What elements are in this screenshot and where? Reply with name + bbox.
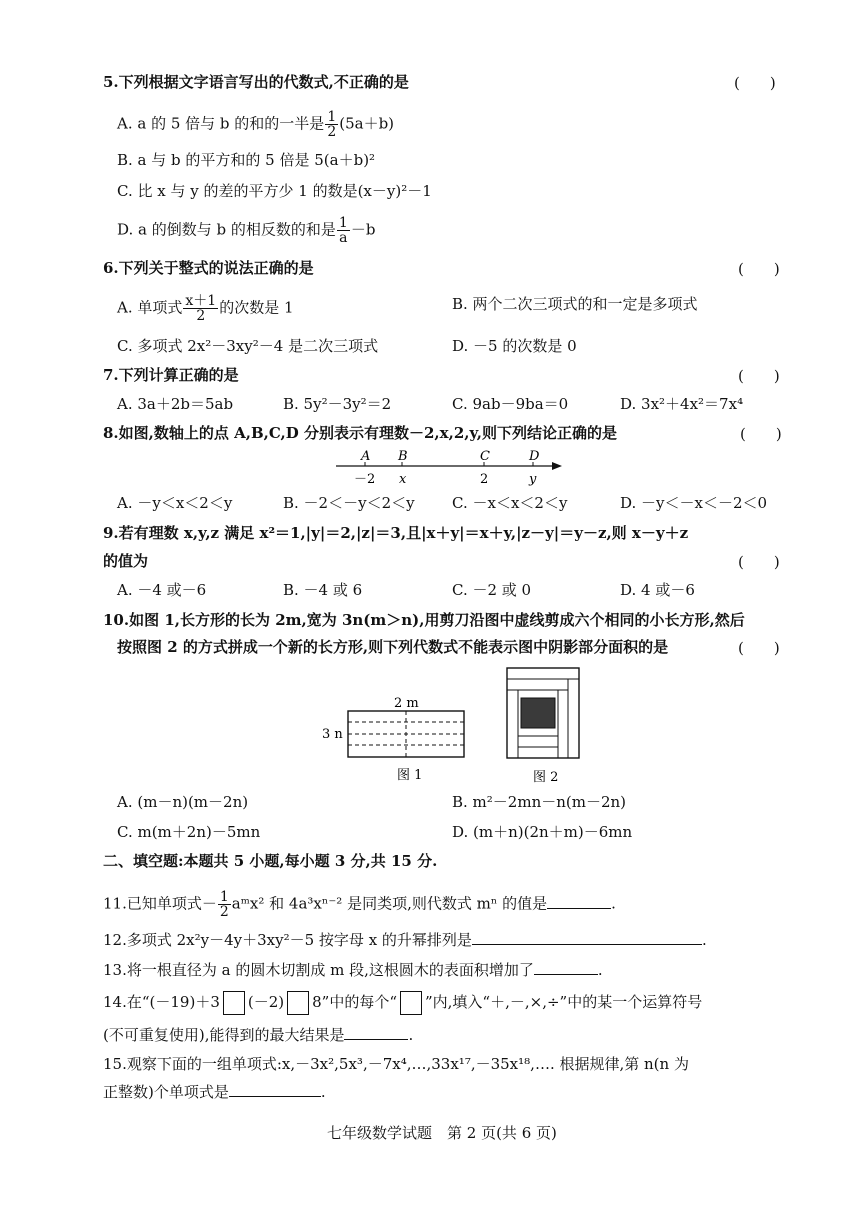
- q7-option-a: A. 3a＋2b＝5ab: [117, 395, 234, 413]
- q5-option-c: C. 比 x 与 y 的差的平方少 1 的数是(x－y)²－1: [117, 182, 432, 200]
- q5-stem: 5.下列根据文字语言写出的代数式,不正确的是: [103, 73, 409, 91]
- fig1-top-label: 2 m: [394, 696, 419, 711]
- q9-stem-line2: 的值为: [103, 552, 149, 570]
- q14-line2: (不可重复使用),能得到的最大结果是 .: [103, 1026, 414, 1044]
- q10-option-b: B. m²－2mn－n(m－2n): [452, 793, 627, 811]
- q10-option-a: A. (m－n)(m－2n): [117, 793, 249, 811]
- q6-option-b: B. 两个二次三项式的和一定是多项式: [452, 295, 698, 313]
- q14-operator-box[interactable]: [223, 991, 245, 1015]
- q9-option-c: C. －2 或 0: [452, 581, 532, 599]
- q8-option-b: B. －2＜－y＜2＜y: [283, 494, 415, 512]
- q15-answer-blank[interactable]: [229, 1096, 321, 1097]
- q9-option-d: D. 4 或－6: [620, 581, 695, 599]
- figure-2: [500, 664, 590, 786]
- q14-operator-box-example: [400, 991, 422, 1015]
- q15-line1: 15.观察下面的一组单项式:x,－3x²,5x³,－7x⁴,…,33x¹⁷,－35x¹⁸,…. 根据规律,第 n(n 为: [103, 1055, 689, 1073]
- q10-answer-paren: ( ): [738, 639, 780, 657]
- q6-option-c: C. 多项式 2x²－3xy²－4 是二次三项式: [117, 337, 379, 355]
- point-b-label: B: [398, 449, 408, 464]
- q11-answer-blank[interactable]: [547, 908, 611, 909]
- q8-option-d: D. －y＜－x＜－2＜0: [620, 494, 768, 512]
- q14-answer-blank[interactable]: [344, 1039, 408, 1040]
- section-fill-in-title: 二、填空题:本题共 5 小题,每小题 3 分,共 15 分.: [103, 852, 438, 870]
- page-footer: 七年级数学试题 第 2 页(共 6 页): [327, 1124, 557, 1142]
- q10-stem-line1: 10.如图 1,长方形的长为 2m,宽为 3n(m＞n),用剪刀沿图中虚线剪成六个相同的小长方形,然后: [103, 611, 745, 629]
- q14-line1: 14.在“(－19)＋3 (－2) 8”中的每个“ ”内,填入“＋,－,×,÷”中的某一个运算符号: [103, 991, 702, 1015]
- number-line-arrow: [552, 462, 562, 470]
- q6-stem: 6.下列关于整式的说法正确的是: [103, 259, 314, 277]
- q8-option-a: A. －y＜x＜2＜y: [117, 494, 233, 512]
- q7-option-c: C. 9ab－9ba＝0: [452, 395, 569, 413]
- q11: 11.已知单项式－ $\frac{1}{2}$ aᵐx² 和 4a³xⁿ⁻² 是同类项,则代数式 mⁿ 的值是 .: [103, 889, 616, 920]
- number-line-figure: [330, 448, 570, 488]
- q15-line2: 正整数)个单项式是 .: [103, 1083, 326, 1101]
- q12: 12.多项式 2x²y－4y＋3xy²－5 按字母 x 的升幂排列是 .: [103, 931, 707, 949]
- q5-option-d: D. a 的倒数与 b 的相反数的和是 $\frac{1}{a}$ －b: [117, 215, 376, 246]
- point-d-label: D: [529, 449, 540, 464]
- q13-answer-blank[interactable]: [534, 974, 598, 975]
- q8-answer-paren: ( ): [740, 425, 782, 443]
- q14-operator-box[interactable]: [287, 991, 309, 1015]
- point-b-value: x: [399, 472, 407, 487]
- q7-stem: 7.下列计算正确的是: [103, 366, 239, 384]
- q9-option-b: B. －4 或 6: [283, 581, 363, 599]
- q13: 13.将一根直径为 a 的圆木切割成 m 段,这根圆木的表面积增加了 .: [103, 961, 603, 979]
- figure-1: [320, 690, 480, 785]
- q9-stem-line1: 9.若有理数 x,y,z 满足 x²＝1,|y|＝2,|z|＝3,且|x＋y|＝x＋y,|z－y|＝y－z,则 x－y＋z: [103, 524, 689, 542]
- q6-option-d: D. －5 的次数是 0: [452, 337, 577, 355]
- q8-stem: 8.如图,数轴上的点 A,B,C,D 分别表示有理数－2,x,2,y,则下列结论正确的是: [103, 424, 617, 442]
- q5-option-a: A. a 的 5 倍与 b 的和的一半是 $\frac{1}{2}$ (5a＋b): [117, 109, 395, 140]
- point-a-value: －2: [354, 472, 376, 487]
- fig2-caption: 图 2: [533, 770, 559, 785]
- q7-option-d: D. 3x²＋4x²＝7x⁴: [620, 395, 744, 413]
- q7-option-b: B. 5y²－3y²＝2: [283, 395, 392, 413]
- point-d-value: y: [529, 472, 537, 487]
- q5-answer-paren: ( ): [734, 74, 776, 92]
- fig1-left-label: 3 n: [322, 727, 343, 742]
- fig2-shaded-region: [521, 698, 555, 728]
- point-c-label: C: [480, 449, 490, 464]
- q6-option-a: A. 单项式 $\frac{x+1}{2}$ 的次数是 1: [117, 293, 294, 324]
- q8-option-c: C. －x＜x＜2＜y: [452, 494, 568, 512]
- q7-answer-paren: ( ): [738, 367, 780, 385]
- point-c-value: 2: [480, 472, 489, 487]
- q10-stem-line2: 按照图 2 的方式拼成一个新的长方形,则下列代数式不能表示图中阴影部分面积的是: [117, 638, 669, 656]
- point-a-label: A: [361, 449, 371, 464]
- fig1-caption: 图 1: [397, 768, 423, 783]
- q12-answer-blank[interactable]: [472, 944, 702, 945]
- q10-option-c: C. m(m＋2n)－5mn: [117, 823, 261, 841]
- q6-answer-paren: ( ): [738, 260, 780, 278]
- q10-option-d: D. (m＋n)(2n＋m)－6mn: [452, 823, 633, 841]
- q5-option-b: B. a 与 b 的平方和的 5 倍是 5(a＋b)²: [117, 151, 376, 169]
- q9-option-a: A. －4 或－6: [117, 581, 207, 599]
- q9-answer-paren: ( ): [738, 553, 780, 571]
